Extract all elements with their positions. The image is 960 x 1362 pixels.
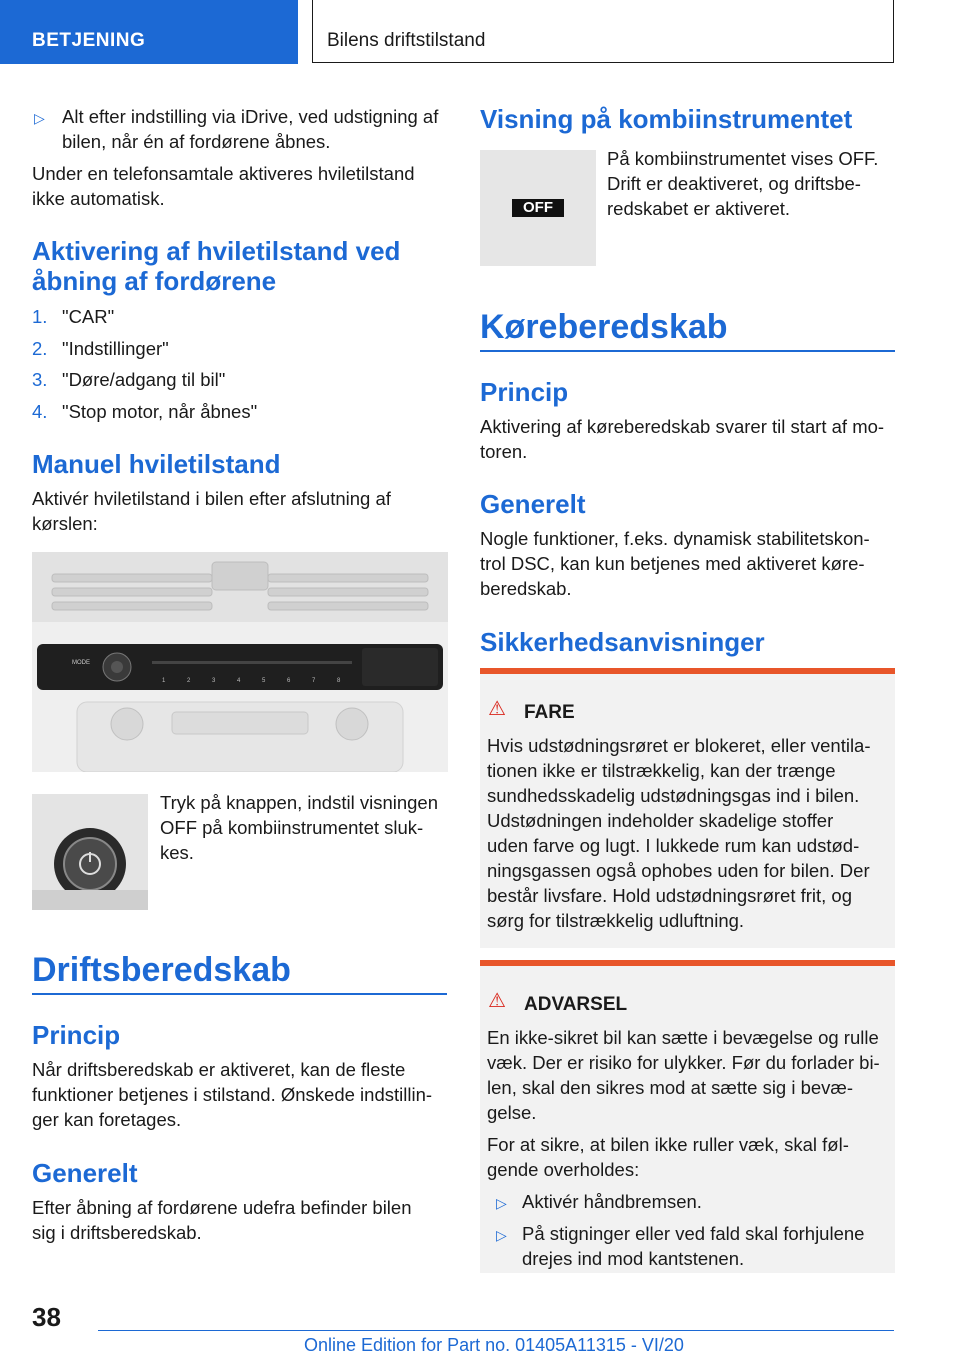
warning-text: består livsfare. Hold udstødningsrøret frit, og	[487, 885, 853, 906]
radio-preset-label: 2	[187, 678, 191, 684]
paragraph: OFF på kombiinstrumentet sluk-	[160, 817, 424, 838]
radio-console-illustration	[32, 552, 448, 772]
heading-aktivering: åbning af fordørene	[32, 266, 277, 296]
paragraph: Efter åbning af fordørene udefra befinder bilen	[32, 1197, 412, 1218]
power-knob-image	[32, 794, 148, 910]
warning-bullet: Aktivér håndbremsen.	[522, 1191, 702, 1212]
radio-mode-label: MODE	[72, 660, 90, 666]
paragraph: Tryk på knappen, indstil visningen	[160, 792, 438, 813]
warning-title: FARE	[524, 702, 575, 723]
header-chapter-tab	[312, 0, 894, 63]
paragraph: toren.	[480, 441, 528, 462]
warning-text: gende overholdes:	[487, 1159, 640, 1180]
warning-text: gelse.	[487, 1102, 537, 1123]
bullet-triangle-icon: ▷	[496, 1195, 507, 1211]
paragraph: kørslen:	[32, 513, 98, 534]
warning-box-fare	[480, 668, 895, 948]
paragraph: Aktivér hviletilstand i bilen efter afslutning af	[32, 488, 391, 509]
header-section-label: BETJENING	[32, 30, 146, 51]
paragraph: Drift er deaktiveret, og driftsbe-	[607, 173, 861, 194]
heading-rule	[480, 350, 895, 352]
page-number: 38	[32, 1302, 61, 1332]
bullet-text: Alt efter indstilling via iDrive, ved udstigning af	[62, 106, 439, 127]
paragraph: kes.	[160, 842, 194, 863]
paragraph: På kombiinstrumentet vises OFF.	[607, 148, 879, 169]
paragraph: Nogle funktioner, f.eks. dynamisk stabilitetskon-	[480, 528, 870, 549]
step-item: 3. "Døre/adgang til bil"	[32, 369, 226, 390]
radio-preset-label: 6	[287, 678, 291, 684]
warning-text: For at sikre, at bilen ikke ruller væk, skal føl-	[487, 1134, 849, 1155]
paragraph: funktioner betjenes i stilstand. Ønskede indstillin-	[32, 1084, 433, 1105]
warning-text: sundhedsskadelig udstødningsgas ind i bilen.	[487, 785, 860, 806]
warning-box-advarsel	[480, 960, 895, 1273]
warning-text: En ikke-sikret bil kan sætte i bevægelse og rulle	[487, 1027, 879, 1048]
paragraph: Aktivering af køreberedskab svarer til start af mo-	[480, 416, 885, 437]
warning-text: ningsgassen også ophobes uden for bilen. Der	[487, 860, 870, 881]
heading-koreberedskab: Køreberedskab	[480, 308, 728, 346]
header-section-tab	[0, 0, 298, 64]
bullet-text: bilen, når én af fordørene åbnes.	[62, 131, 331, 152]
paragraph: Under en telefonsamtale aktiveres hviletilstand	[32, 163, 415, 184]
heading-princip: Princip	[32, 1020, 121, 1050]
power-knob-illustration	[32, 794, 148, 910]
off-indicator: OFF	[512, 199, 564, 217]
warning-bullet: drejes ind mod kantstenen.	[522, 1248, 745, 1269]
step-item: 1. "CAR"	[32, 306, 115, 327]
warning-text: len, skal den sikres mod at sætte sig i bevæ-	[487, 1077, 854, 1098]
paragraph: sig i driftsberedskab.	[32, 1222, 202, 1243]
radio-preset-label: 7	[312, 678, 316, 684]
heading-visning: Visning på kombiinstrumentet	[480, 104, 853, 134]
radio-preset-label: 5	[262, 678, 266, 684]
warning-text: væk. Der er risiko for ulykker. Før du forlader bi-	[487, 1052, 880, 1073]
heading-driftsberedskab: Driftsberedskab	[32, 951, 291, 989]
radio-preset-label: 3	[212, 678, 216, 684]
paragraph: trol DSC, kan kun betjenes med aktiveret køre-	[480, 553, 865, 574]
warning-triangle-icon: ⚠	[488, 698, 506, 720]
bullet-triangle-icon: ▷	[34, 110, 45, 126]
warning-text: tionen ikke er tilstrækkelig, kan der trænge	[487, 760, 836, 781]
bullet-triangle-icon: ▷	[496, 1227, 507, 1243]
warning-triangle-icon: ⚠	[488, 990, 506, 1012]
radio-console-image	[32, 552, 448, 772]
off-display-image	[480, 150, 596, 266]
radio-preset-label: 4	[237, 678, 241, 684]
header-chapter-label: Bilens driftstilstand	[327, 30, 486, 51]
heading-princip: Princip	[480, 377, 569, 407]
radio-preset-label: 1	[162, 678, 166, 684]
paragraph: ger kan foretages.	[32, 1109, 182, 1130]
warning-text: sørg for tilstrækkelig udluftning.	[487, 910, 745, 931]
warning-text: uden farve og lugt. I lukkede rum kan udstød-	[487, 835, 860, 856]
heading-generelt: Generelt	[32, 1158, 138, 1188]
paragraph: ikke automatisk.	[32, 188, 165, 209]
heading-manuel: Manuel hviletilstand	[32, 449, 281, 479]
footer-edition: Online Edition for Part no. 01405A11315 - VI/20	[304, 1335, 684, 1355]
paragraph: redskabet er aktiveret.	[607, 198, 791, 219]
heading-rule	[32, 993, 447, 995]
radio-preset-label: 8	[337, 678, 341, 684]
heading-aktivering: Aktivering af hviletilstand ved	[32, 236, 401, 266]
heading-generelt: Generelt	[480, 489, 586, 519]
warning-text: Udstødningen indeholder skadelige stoffer	[487, 810, 834, 831]
footer-rule	[98, 1330, 894, 1331]
heading-sikkerhed: Sikkerhedsanvisninger	[480, 627, 765, 657]
warning-title: ADVARSEL	[524, 994, 628, 1015]
warning-text: Hvis udstødningsrøret er blokeret, eller ventila-	[487, 735, 871, 756]
step-item: 4. "Stop motor, når åbnes"	[32, 401, 258, 422]
warning-bullet: På stigninger eller ved fald skal forhjulene	[522, 1223, 865, 1244]
paragraph: beredskab.	[480, 578, 572, 599]
paragraph: Når driftsberedskab er aktiveret, kan de fleste	[32, 1059, 406, 1080]
step-item: 2. "Indstillinger"	[32, 338, 169, 359]
